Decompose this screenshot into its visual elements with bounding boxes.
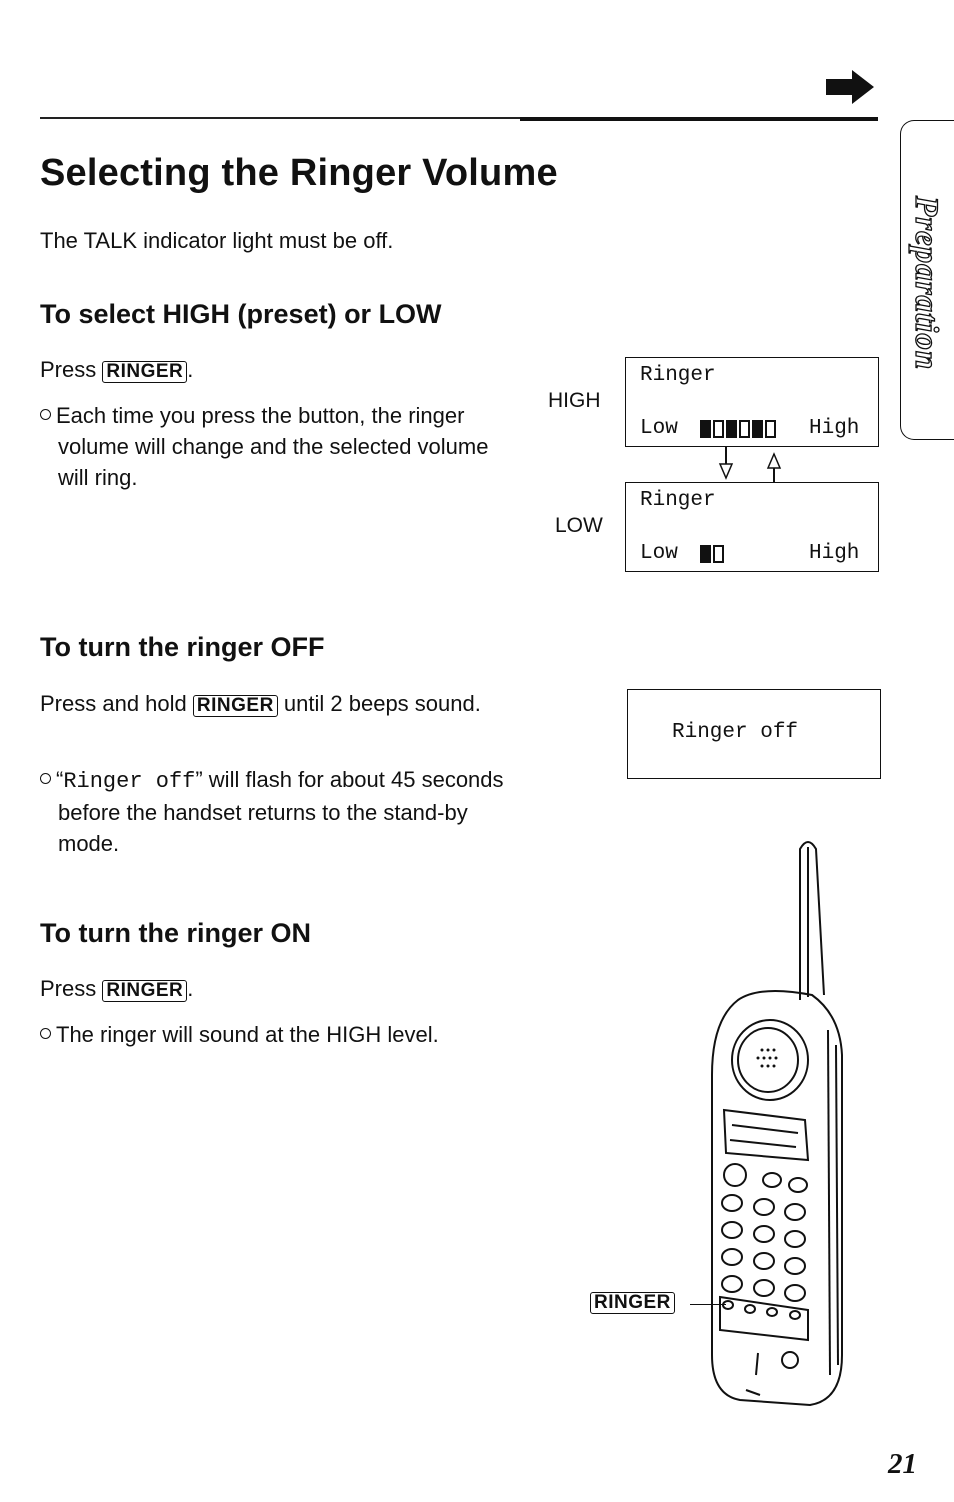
- high-label: HIGH: [548, 389, 601, 412]
- press-label: Press: [40, 976, 97, 1001]
- bullet-icon: [40, 409, 51, 420]
- bullet-on-text: The ringer will sound at the HIGH level.: [56, 1022, 439, 1047]
- bullet-off-text: ” will flash for about 45 seconds before the handset returns to the stand-by mode.: [58, 767, 504, 856]
- lcd-high-line1: Ringer: [640, 364, 716, 387]
- volume-level-segment: [700, 545, 711, 563]
- ringer-key: RINGER: [193, 695, 278, 717]
- press-hold-end: until 2 beeps sound.: [283, 691, 481, 716]
- quote-open: “: [56, 767, 64, 792]
- press-ringer-line-1: [40, 354, 193, 385]
- volume-level-segment: [713, 420, 724, 438]
- volume-level-segment: [713, 545, 724, 563]
- bullet-off-mono: Ringer off: [63, 769, 196, 794]
- ringer-callout-key: RINGER: [590, 1292, 675, 1314]
- section-heading-off: To turn the ringer OFF: [40, 632, 325, 662]
- lcd-low-low-label: Low: [640, 542, 678, 565]
- lcd-off-display: [627, 689, 881, 779]
- lcd-off-text: Ringer off: [672, 721, 799, 744]
- press-label: Press: [40, 357, 97, 382]
- callout-leader-line: [690, 1304, 726, 1305]
- side-tab-label: Preparation: [908, 196, 944, 371]
- bullet-on: [40, 1019, 520, 1050]
- press-hold-line: [40, 688, 490, 719]
- lcd-low-level-bars: [700, 545, 726, 569]
- cordless-handset-illustration: [700, 835, 860, 1410]
- lcd-high-level-bars: [700, 420, 778, 444]
- press-ringer-line-2: [40, 973, 193, 1004]
- low-label: LOW: [555, 514, 603, 537]
- lcd-high-display: [625, 357, 879, 447]
- section-heading-select: To select HIGH (preset) or LOW: [40, 299, 442, 329]
- lcd-low-line1: Ringer: [640, 489, 716, 512]
- bullet-icon: [40, 773, 51, 784]
- press-end: .: [187, 976, 194, 1001]
- lcd-low-high-label: High: [809, 542, 860, 565]
- section-heading-on: To turn the ringer ON: [40, 918, 311, 948]
- press-end: .: [187, 357, 194, 382]
- volume-level-segment: [700, 420, 711, 438]
- volume-level-segment: [739, 420, 750, 438]
- lcd-low-display: [625, 482, 879, 572]
- page-number: 21: [888, 1448, 917, 1480]
- volume-level-segment: [726, 420, 737, 438]
- bullet-off: [40, 764, 508, 859]
- handset-ringer-callout: [590, 1292, 675, 1314]
- bullet-select: [40, 400, 508, 493]
- press-hold-label: Press and hold: [40, 691, 187, 716]
- lcd-high-high-label: High: [809, 417, 860, 440]
- volume-level-segment: [765, 420, 776, 438]
- bullet-select-text: Each time you press the button, the ringer volume will change and the selected volume will ring.: [56, 403, 489, 490]
- volume-level-segment: [752, 420, 763, 438]
- header-rule-thick: [520, 117, 878, 121]
- page-title: Selecting the Ringer Volume: [40, 152, 558, 194]
- ringer-key: RINGER: [102, 361, 187, 383]
- intro-text: The TALK indicator light must be off.: [40, 228, 394, 253]
- next-page-arrow-icon: [826, 70, 876, 104]
- toggle-arrows-icon: [712, 446, 784, 482]
- lcd-high-low-label: Low: [640, 417, 678, 440]
- ringer-key: RINGER: [102, 980, 187, 1002]
- bullet-icon: [40, 1028, 51, 1039]
